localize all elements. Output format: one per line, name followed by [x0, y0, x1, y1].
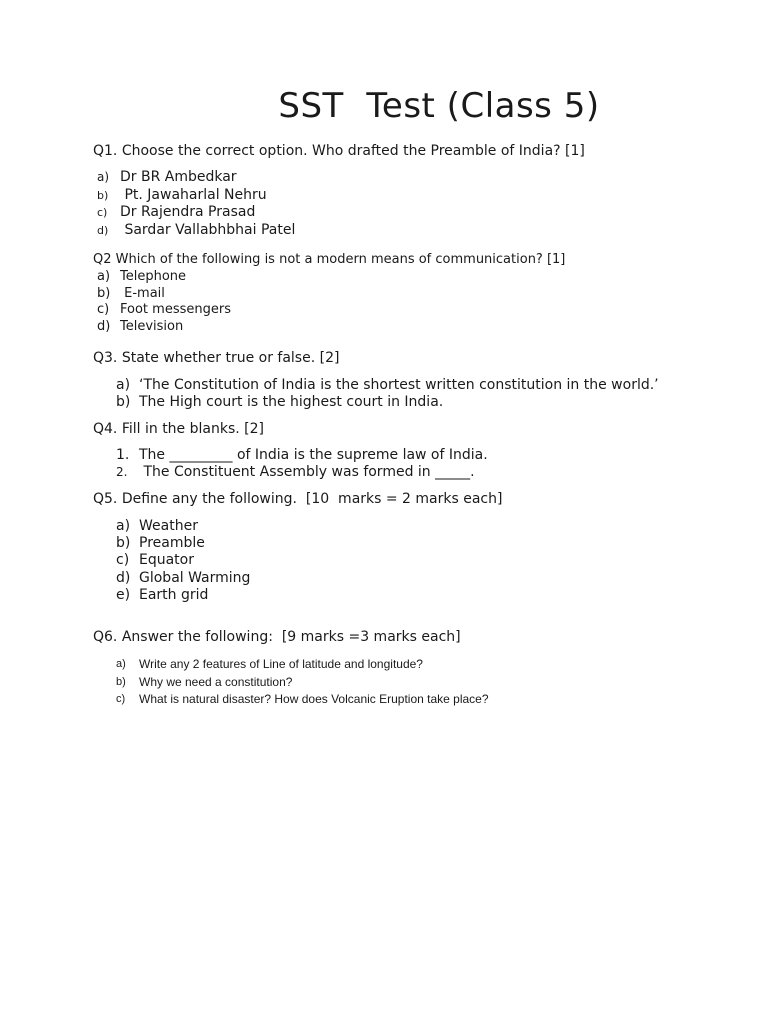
option-text: Sardar Vallabhbhai Patel — [120, 222, 296, 239]
option-text: The Constituent Assembly was formed in _____. — [139, 464, 475, 481]
option-text: Dr BR Ambedkar — [120, 169, 237, 185]
option-marker: a) — [116, 518, 131, 534]
option-text: Weather — [139, 518, 198, 534]
option-text: Preamble — [139, 535, 205, 552]
question-1: Q1. Choose the correct option. Who drafted the Preamble of India? [1] — [93, 143, 585, 159]
option-marker: a) — [97, 269, 111, 284]
option-text: Pt. Jawaharlal Nehru — [120, 186, 267, 203]
option-marker: 1. — [116, 447, 130, 463]
option-marker: b) — [97, 285, 111, 301]
option-marker: c) — [116, 552, 130, 569]
option-marker: 2. — [116, 465, 128, 480]
question-5: Q5. Define any the following. [10 marks = 2 marks each] — [93, 491, 503, 507]
option-marker: b) — [116, 535, 131, 552]
option-marker: b) — [97, 188, 109, 202]
option-text: Foot messengers — [120, 302, 231, 317]
option-marker: d) — [116, 569, 131, 586]
option-marker: a) — [116, 377, 131, 393]
option-marker: a) — [116, 658, 126, 670]
option-text: Earth grid — [139, 586, 209, 603]
option-text: Why we need a constitution? — [139, 674, 293, 689]
option-marker: d) — [97, 318, 111, 334]
option-marker: a) — [97, 170, 110, 184]
option-text: Write any 2 features of Line of latitude and longitude? — [139, 657, 423, 671]
option-marker: c) — [97, 206, 108, 220]
question-6: Q6. Answer the following: [9 marks =3 marks each] — [93, 629, 461, 645]
option-marker: c) — [97, 302, 110, 317]
question-2: Q2 Which of the following is not a modern means of communication? [1] — [93, 252, 566, 267]
option-text: Global Warming — [139, 569, 251, 586]
page-title: SST Test (Class 5) — [278, 86, 600, 126]
option-marker: b) — [116, 394, 131, 411]
option-text: ‘The Constitution of India is the shortest written constitution in the world.’ — [139, 377, 659, 393]
option-marker: e) — [116, 586, 131, 603]
question-3: Q3. State whether true or false. [2] — [93, 350, 340, 366]
option-text: What is natural disaster? How does Volcanic Eruption take place? — [139, 692, 489, 707]
option-text: Dr Rajendra Prasad — [120, 204, 256, 221]
option-text: Telephone — [120, 269, 187, 284]
option-text: The High court is the highest court in India. — [139, 394, 444, 411]
option-text: The _________ of India is the supreme law of India. — [139, 447, 488, 463]
option-marker: c) — [116, 693, 126, 706]
option-text: Equator — [139, 552, 194, 569]
option-text: E-mail — [120, 285, 165, 301]
question-4: Q4. Fill in the blanks. [2] — [93, 421, 264, 437]
option-marker: d) — [97, 224, 109, 238]
option-marker: b) — [116, 675, 126, 688]
option-text: Television — [120, 318, 184, 334]
